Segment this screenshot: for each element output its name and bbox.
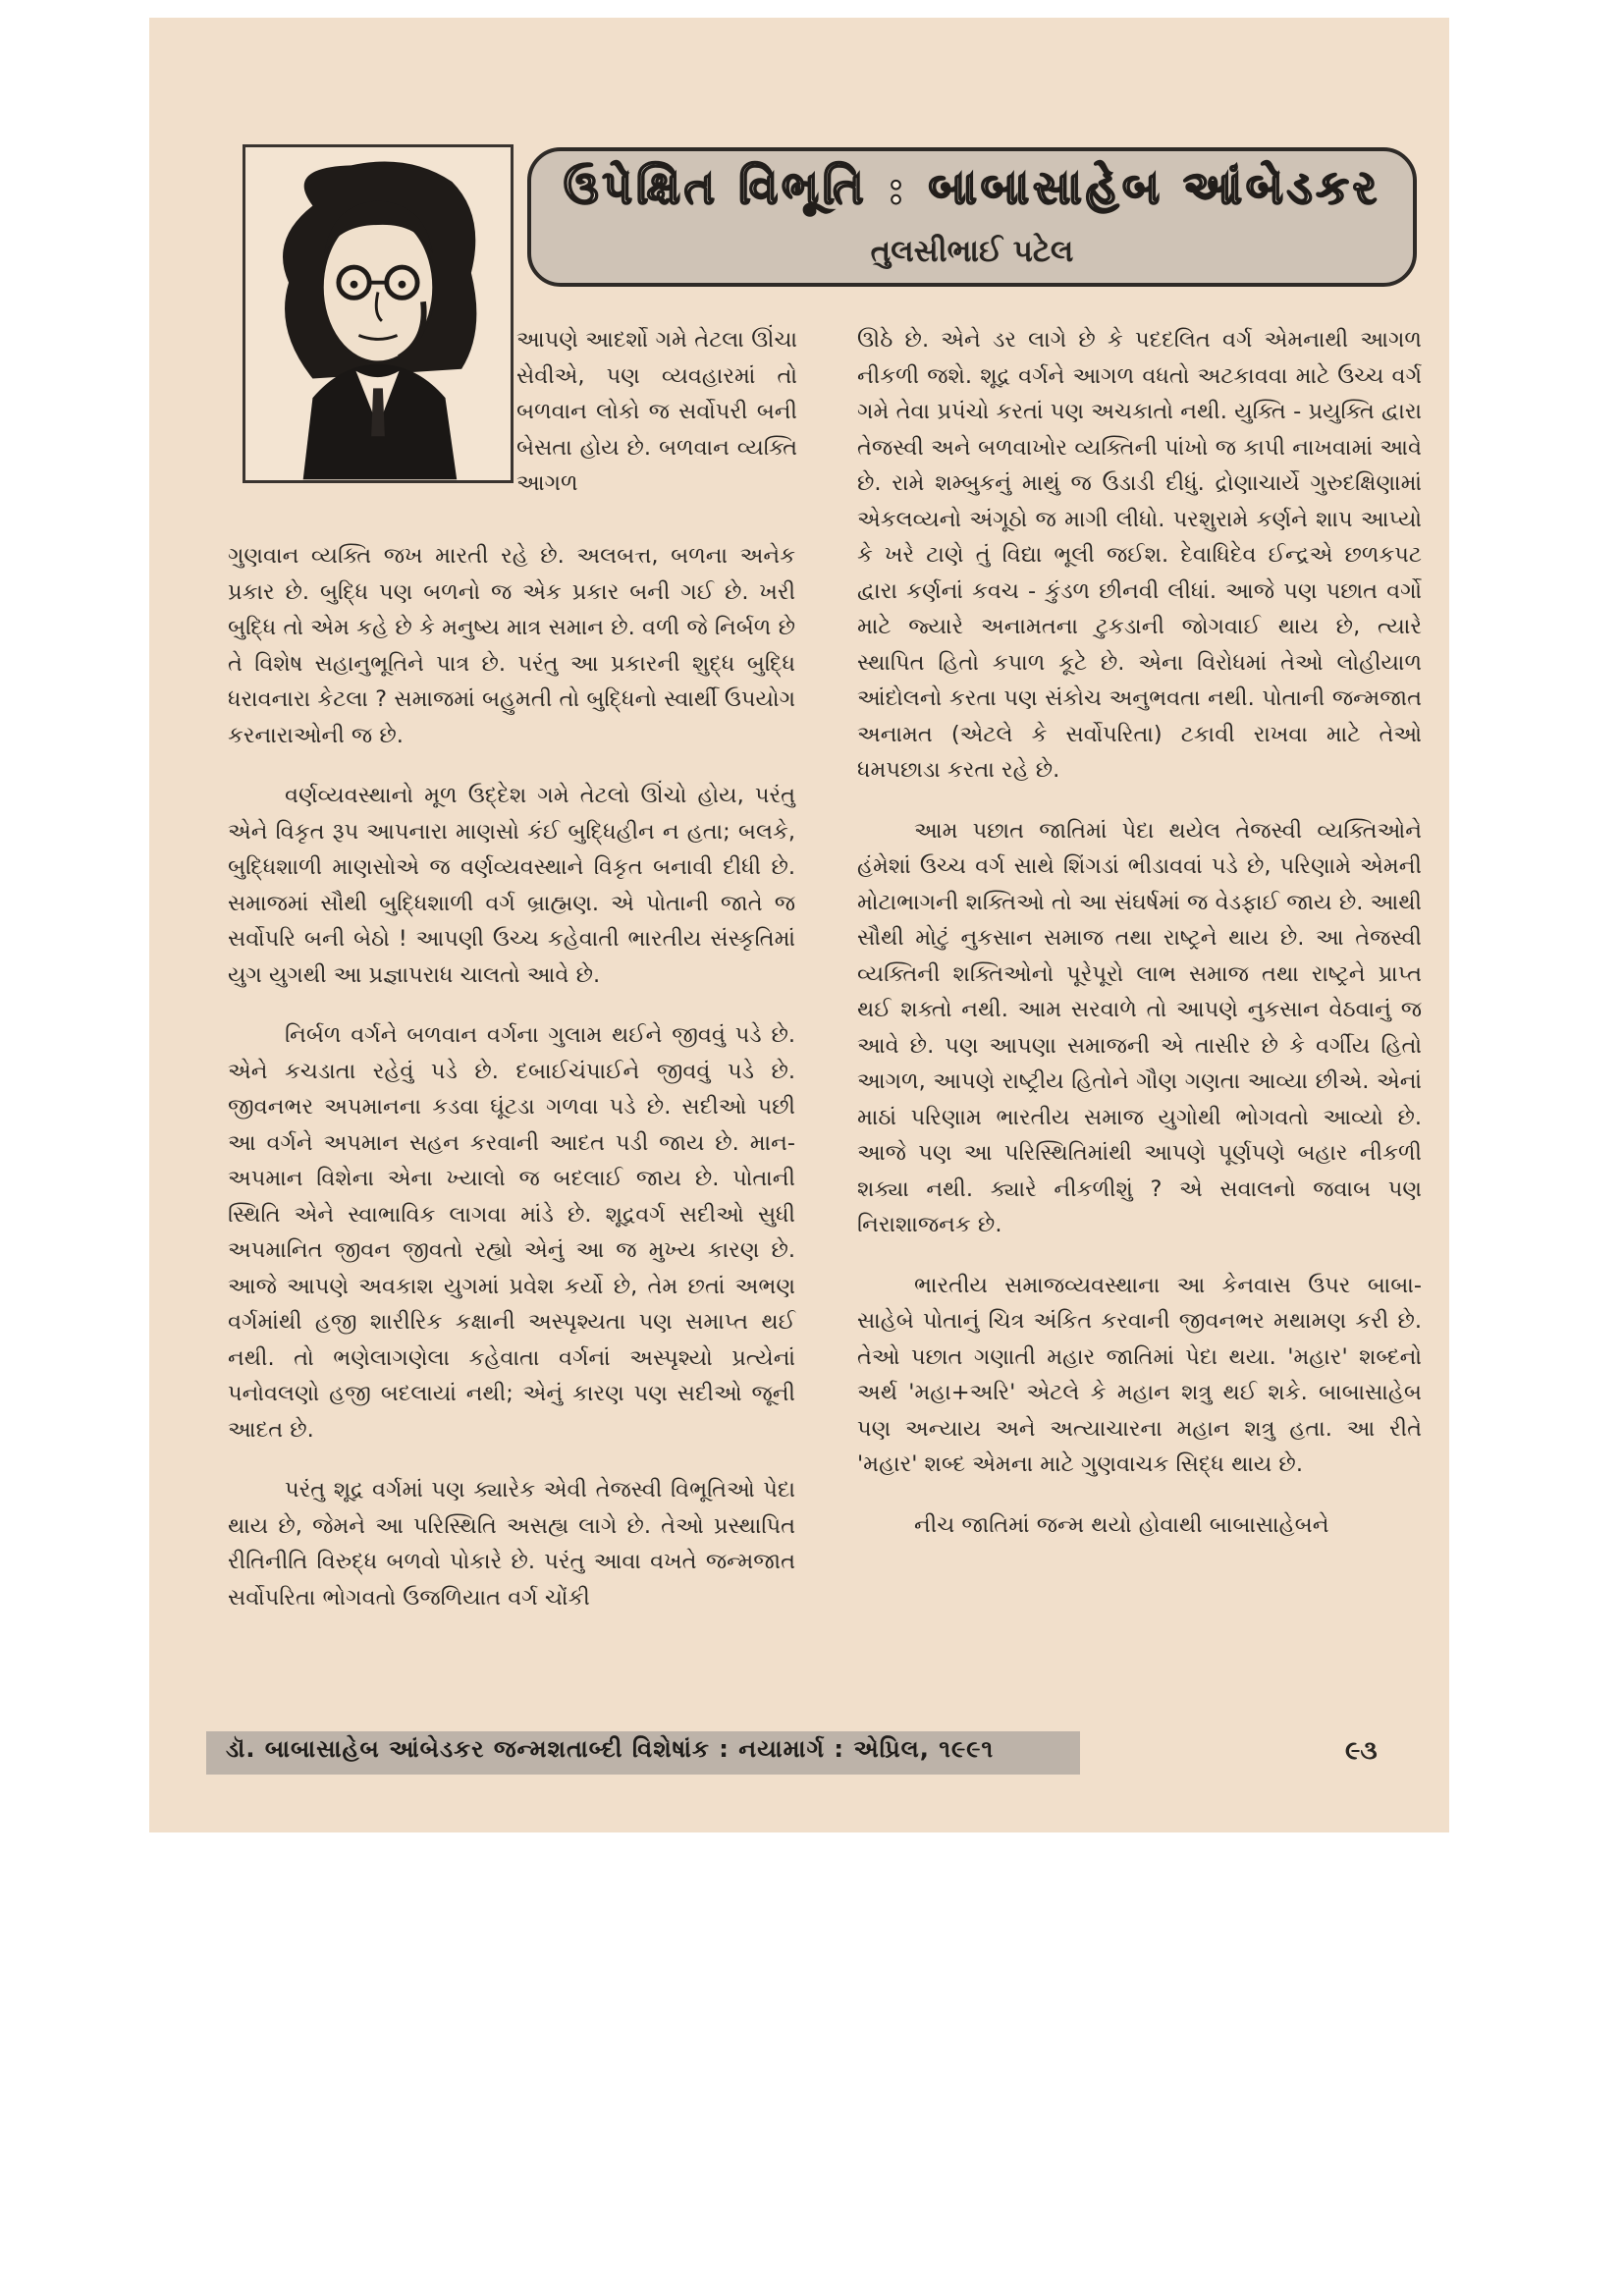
paragraph: નીચ જાતિમાં જન્મ થયો હોવાથી બાબાસાહેબને bbox=[914, 1511, 1329, 1538]
title-banner bbox=[527, 147, 1417, 287]
footer-text: ડૉ. બાબાસાહેબ આંબેડકર જન્મશતાબ્દી વિશેષાંક : નયામાર્ગ : એપ્રિલ, ૧૯૯૧ bbox=[226, 1735, 995, 1763]
paragraph: વર્ણવ્યવસ્થાનો મૂળ ઉદ્દેશ ગમે તેટલો ઊંચો હોય, પરંતુ એને વિકૃત રૂપ આપનારા માણસો કંઈ બુદ્ધિહીન ન હતા; બલકે, બુદ્ધિશાળી માણસોએ જ વર્ણવ્યવસ્થાને વિકૃત બનાવી દીધી છે. સમાજમાં સૌથી બુદ્ધિશાળી વર્ગ બ્રાહ્મણ. એ પોતાની જાતે જ સર્વોપરિ બની બેઠો ! આપણી ઉચ્ચ કહેવાતી ભારતીય સંસ્કૃતિમાં યુગ યુગથી આ પ્રજ્ઞાપરાધ ચાલતો આવે છે. bbox=[228, 783, 795, 988]
footer-bar bbox=[206, 1731, 1080, 1775]
right-column bbox=[857, 322, 1422, 1567]
paragraph: આમ પછાત જાતિમાં પેદા થયેલ તેજસ્વી વ્યક્તિઓને હંમેશાં ઉચ્ચ વર્ગ સાથે શિંગડાં ભીડાવવાં પડે છે, પરિણામે એમની મોટાભાગની શક્તિઓ તો આ સંઘર્ષમાં જ વેડફાઈ જાય છે. આથી સૌથી મોટું નુકસાન સમાજ તથા રાષ્ટ્રને થાય છે. આ તેજસ્વી વ્યક્તિની શક્તિઓનો પૂરેપૂરો લાભ સમાજ તથા રાષ્ટ્રને પ્રાપ્ત થઈ શક્તો નથી. આમ સરવાળે તો આપણે નુકસાન વેઠવાનું જ આવે છે. પણ આપણા સમાજની એ તાસીર છે કે વર્ગીય હિતો આગળ, આપણે રાષ્ટ્રીય હિતોને ગૌણ ગણતા આવ્યા છીએ. એનાં માઠાં પરિણામ ભારતીય સમાજ યુગોથી ભોગવતો આવ્યો છે. આજે પણ આ પરિસ્થિતિમાંથી આપણે પૂર્ણપણે બહાર નીકળી શક્યા નથી. ક્યારે નીકળીશું ? એ સવાલનો જવાબ પણ નિરાશાજનક છે. bbox=[857, 817, 1422, 1237]
paragraph: નિર્બળ વર્ગને બળવાન વર્ગના ગુલામ થઈને જીવવું પડે છે. એને કચડાતા રહેવું પડે છે. દબાઈચંપાઈને જીવવું પડે છે. જીવનભર અપમાનના કડવા ઘૂંટડા ગળવા પડે છે. સદીઓ પછી આ વર્ગને અપમાન સહન કરવાની આદત પડી જાય છે. માન-અપમાન વિશેના એના ખ્યાલો જ બદલાઈ જાય છે. પોતાની સ્થિતિ એને સ્વાભાવિક લાગવા માંડે છે. શૂદ્રવર્ગ સદીઓ સુધી અપમાનિત જીવન જીવતો રહ્યો એનું આ જ મુખ્ય કારણ છે. આજે આપણે અવકાશ યુગમાં પ્રવેશ કર્યો છે, તેમ છતાં અભણ વર્ગમાંથી હજી શારીરિક કક્ષાની અસ્પૃશ્યતા પણ સમાપ્ત થઈ નથી. તો ભણેલાગણેલા કહેવાતા વર્ગનાં અસ્પૃશ્યો પ્રત્યેનાં પનોવલણો હજી બદલાયાં નથી; એનું કારણ પણ સદીઓ જૂની આદત છે. bbox=[228, 1022, 795, 1443]
paragraph: ઊઠે છે. એને ડર લાગે છે કે પદદલિત વર્ગ એમનાથી આગળ નીકળી જશે. શૂદ્ર વર્ગને આગળ વધતો અટકાવવા માટે ઉચ્ચ વર્ગ ગમે તેવા પ્રપંચો કરતાં પણ અચકાતો નથી. યુક્તિ - પ્રયુક્તિ દ્વારા તેજસ્વી અને બળવાખોર વ્યક્તિની પાંખો જ કાપી નાખવામાં આવે છે. રામે શમ્બુકનું માથું જ ઉડાડી દીધું. દ્રોણાચાર્યે ગુરુદક્ષિણામાં એકલવ્યનો અંગૂઠો જ માગી લીધો. પરશુરામે કર્ણને શાપ આપ્યો કે ખરે ટાણે તું વિદ્યા ભૂલી જઈશ. દેવાધિદેવ ઈન્દ્રએ છળકપટ દ્વારા કર્ણનાં કવચ - કુંડળ છીનવી લીધાં. આજે પણ પછાત વર્ગો માટે જ્યારે અનામતના ટુકડાની જોગવાઈ થાય છે, ત્યારે સ્થાપિત હિતો કપાળ કૂટે છે. એના વિરોધમાં તેઓ લોહીયાળ આંદોલનો કરતા પણ સંકોચ અનુભવતા નથી. પોતાની જન્મજાત અનામત (એટલે કે સર્વોપરિતા) ટકાવી રાખવા માટે તેઓ ધમપછાડા કરતા રહે છે. bbox=[857, 327, 1422, 783]
page-number: ૯૩ bbox=[1345, 1736, 1378, 1766]
ambedkar-portrait-illustration bbox=[243, 144, 514, 483]
article-author: તુલસીભાઈ પટેલ bbox=[870, 234, 1074, 269]
paragraph: ગુણવાન વ્યક્તિ જખ મારતી રહે છે. અલબત્ત, બળના અનેક પ્રકાર છે. બુદ્ધિ પણ બળનો જ એક પ્રકાર બની ગઈ છે. ખરી બુદ્ધિ તો એમ કહે છે કે મનુષ્ય માત્ર સમાન છે. વળી જે નિર્બળ છે તે વિશેષ સહાનુભૂતિને પાત્ર છે. પરંતુ આ પ્રકારની શુદ્ધ બુદ્ધિ ધરાવનારા કેટલા ? સમાજમાં બહુમતી તો બુદ્ધિનો સ્વાર્થી ઉપયોગ કરનારાઓની જ છે. bbox=[228, 543, 795, 748]
left-column bbox=[228, 538, 795, 1640]
opening-paragraph: આપણે આદર્શો ગમે તેટલા ઊંચા સેવીએ, પણ વ્યવહારમાં તો બળવાન લોકો જ સર્વોપરી બની બેસતા હોય છે. બળવાન વ્યક્તિ આગળ bbox=[516, 327, 797, 496]
paragraph: ભારતીય સમાજવ્યવસ્થાના આ કેનવાસ ઉપર બાબા-સાહેબે પોતાનું ચિત્ર અંકિત કરવાની જીવનભર મથામણ કરી છે. તેઓ પછાત ગણાતી મહાર જાતિમાં પેદા થયા. 'મહાર' શબ્દનો અર્થ 'મહા+અરિ' એટલે કે મહાન શત્રુ થઈ શકે. બાબાસાહેબ પણ અન્યાય અને અત્યાચારના મહાન શત્રુ હતા. આ રીતે 'મહાર' શબ્દ એમના માટે ગુણવાચક સિદ્ધ થાય છે. bbox=[857, 1272, 1422, 1477]
paragraph: પરંતુ શૂદ્ર વર્ગમાં પણ ક્યારેક એવી તેજસ્વી વિભૂતિઓ પેદા થાય છે, જેમને આ પરિસ્થિતિ અસહ્ય લાગે છે. તેઓ પ્રસ્થાપિત રીતિનીતિ વિરુદ્ધ બળવો પોકારે છે. પરંતુ આવા વખતે જન્મજાત સર્વોપરિતા ભોગવતો ઉજળિયાત વર્ગ ચોંકી bbox=[228, 1477, 795, 1611]
article-title: ઉપેક્ષિત વિભૂતિ : બાબાસાહેબ આંબેડકર bbox=[563, 161, 1381, 215]
